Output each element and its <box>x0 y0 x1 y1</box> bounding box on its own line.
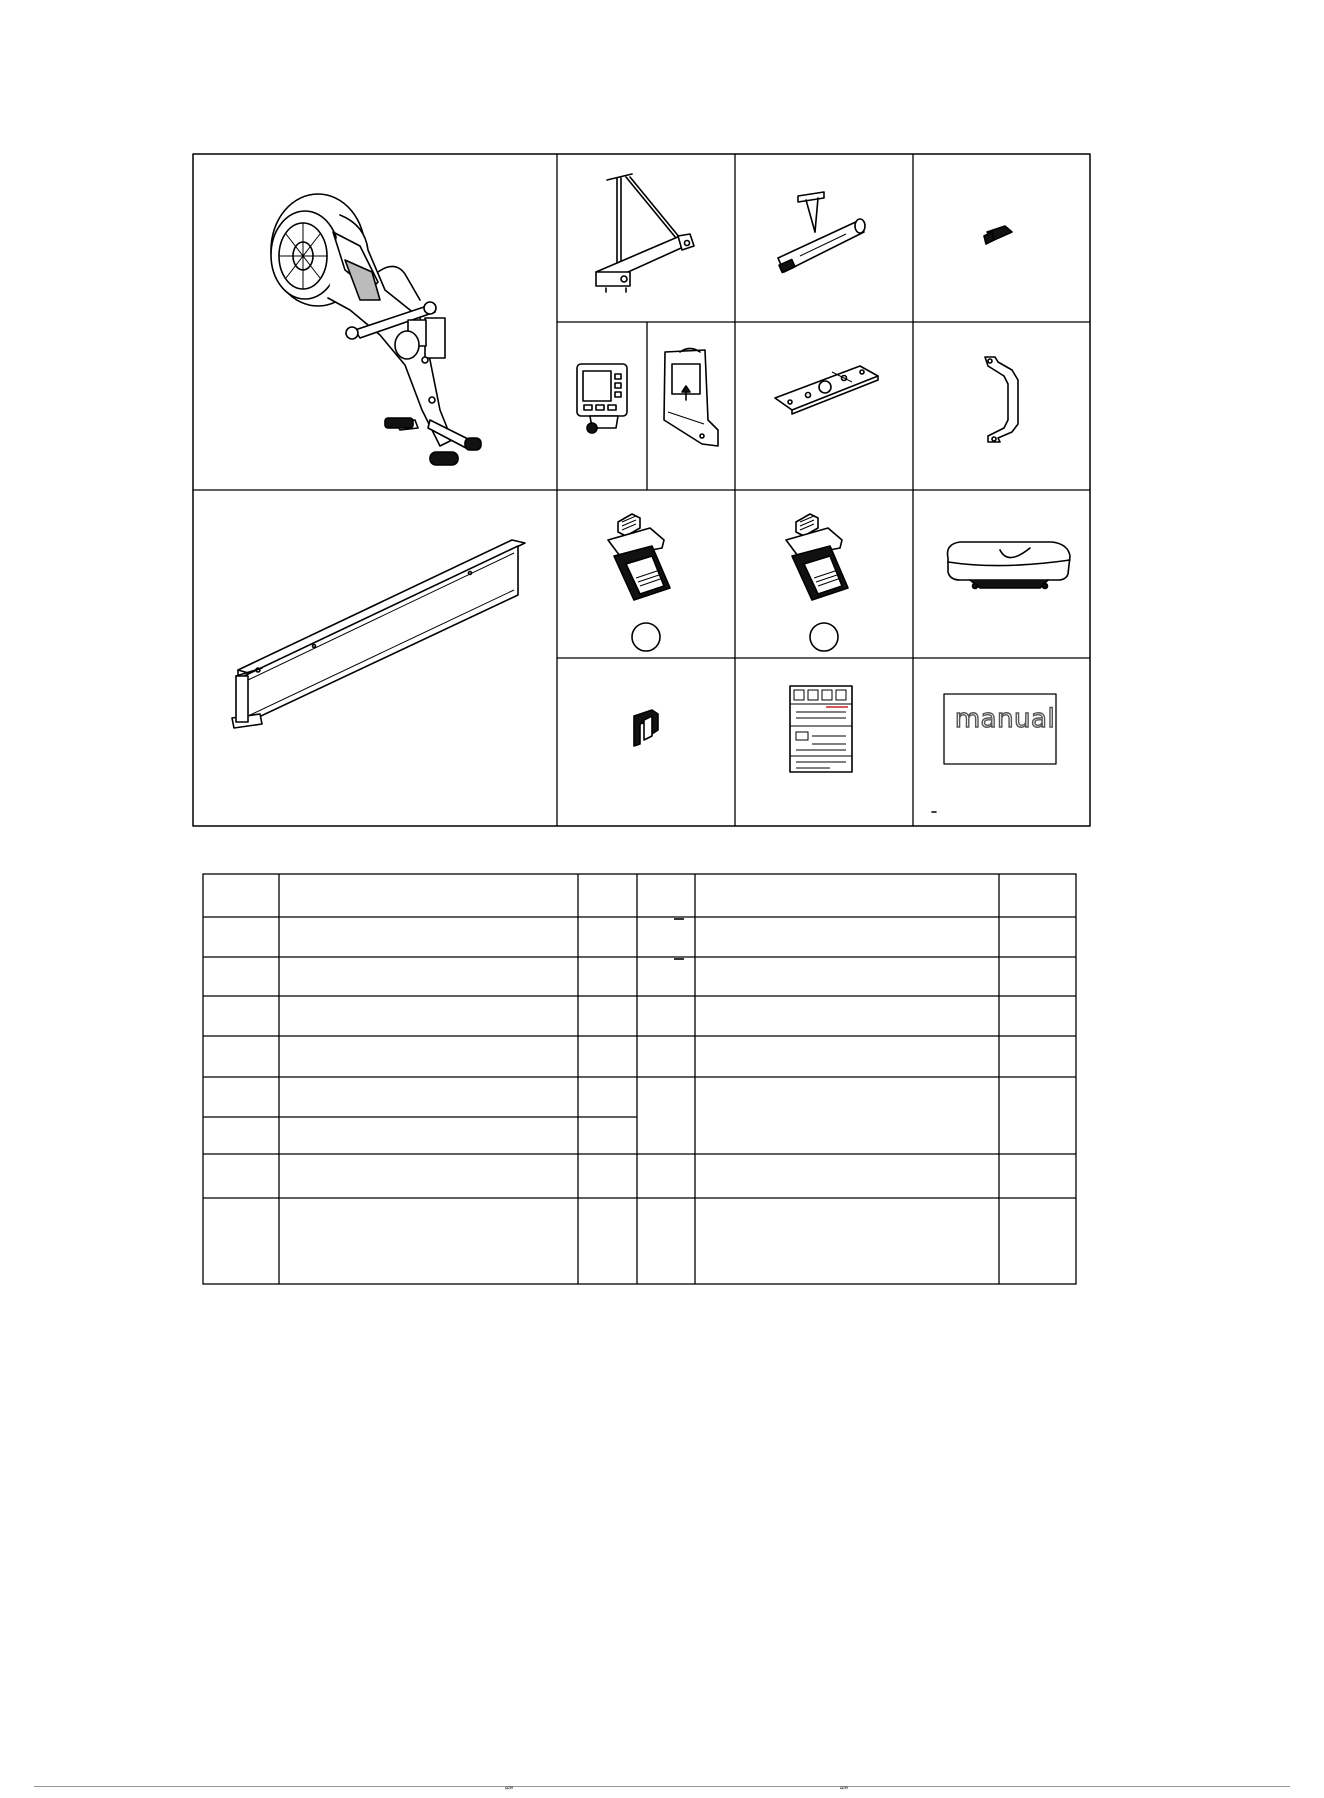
seat-plate-icon <box>775 366 878 414</box>
rower-main-frame-icon <box>271 194 481 465</box>
parts-figure-svg <box>0 0 1324 850</box>
rear-stabilizer-icon <box>778 192 865 273</box>
footer-rule <box>34 1786 1290 1787</box>
parts-table-svg <box>0 860 1324 1300</box>
manual-cover-label: manual <box>954 704 1056 734</box>
footer-fragment-2: “” <box>840 1784 848 1798</box>
parts-figure <box>0 0 1324 850</box>
seat-cushion-icon <box>948 542 1071 589</box>
monitor-bracket-icon <box>664 349 718 447</box>
right-pedal-icon <box>786 514 848 651</box>
table-grid <box>203 874 1076 1284</box>
cap-icon <box>984 226 1012 244</box>
footer-fragment-1: “” <box>505 1784 513 1798</box>
table-tick-marks <box>674 919 684 959</box>
clip-icon <box>634 710 658 746</box>
handle-bar-icon <box>985 357 1018 442</box>
parts-table <box>0 860 1324 1300</box>
hardware-card-icon <box>790 686 852 772</box>
front-stabilizer-icon <box>596 174 694 292</box>
monitor-icon <box>577 364 627 433</box>
rail-beam-icon <box>232 540 525 728</box>
left-pedal-icon <box>608 514 670 651</box>
